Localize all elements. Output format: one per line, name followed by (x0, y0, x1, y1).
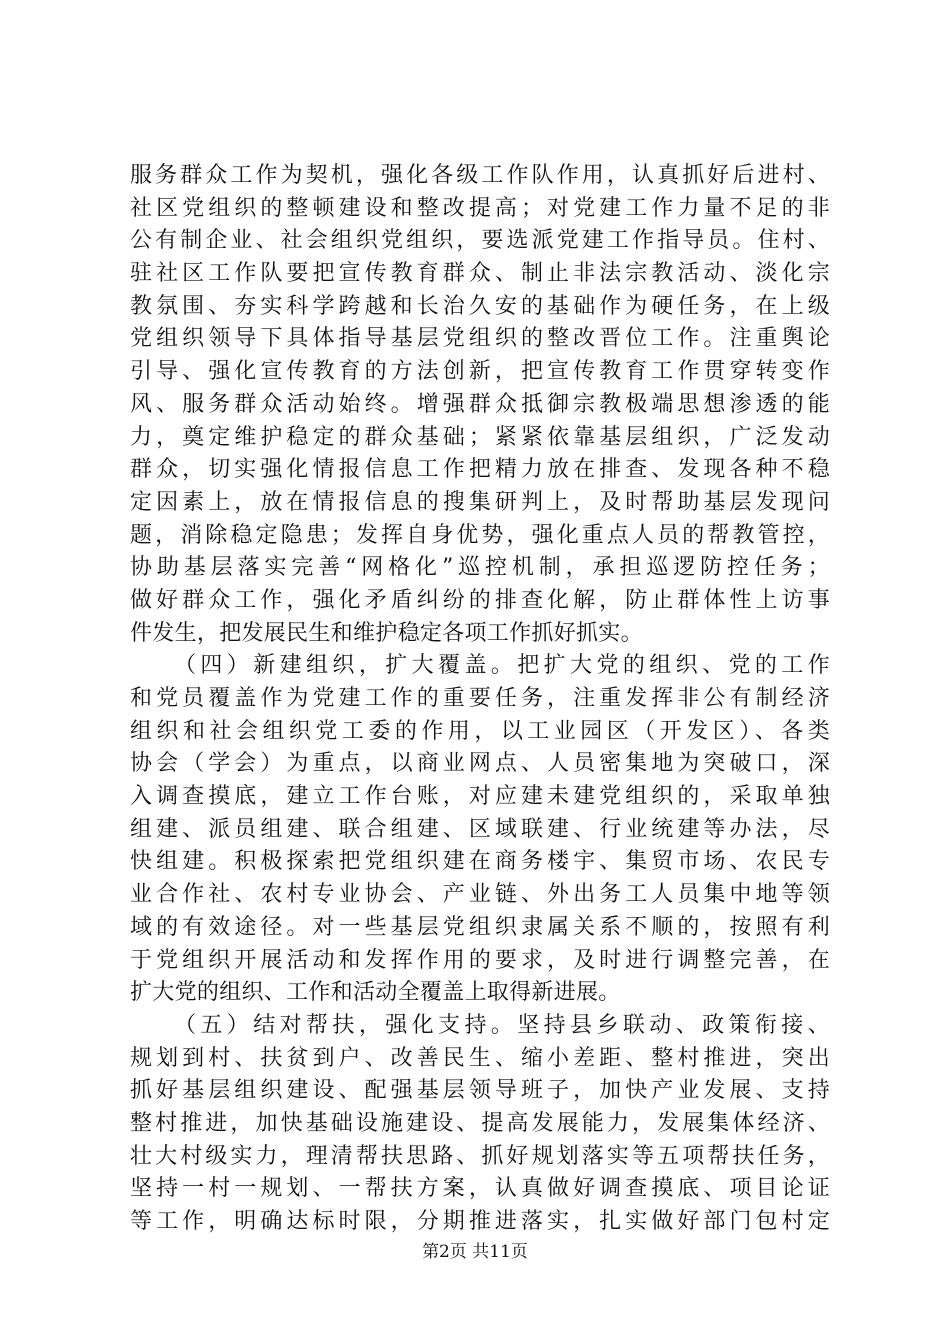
text-line: 域的有效途径。对一些基层党组织隶属关系不顺的，按照有利 (130, 914, 830, 940)
text-line: 协会（学会）为重点，以商业网点、人员密集地为突破口，深 (130, 751, 830, 777)
text-line: 题，消除稳定隐患；发挥自身优势，强化重点人员的帮教管控， (130, 522, 830, 548)
text-line: 公有制企业、社会组织党组织，要选派党建工作指导员。住村、 (130, 228, 830, 254)
text-line: 党组织领导下具体指导基层党组织的整改晋位工作。注重舆论 (130, 326, 830, 352)
text-line: 业合作社、农村专业协会、产业链、外出务工人员集中地等领 (130, 882, 830, 908)
text-line: 于党组织开展活动和发挥作用的要求，及时进行调整完善，在 (130, 947, 830, 973)
text-line: 力，奠定维护稳定的群众基础；紧紧依靠基层组织，广泛发动 (130, 424, 830, 450)
text-line: 快组建。积极探索把党组织建在商务楼宇、集贸市场、农民专 (130, 849, 830, 875)
text-line: 坚持一村一规划、一帮扶方案，认真做好调查摸底、项目论证 (130, 1176, 830, 1202)
section-heading-line: （四）新建组织，扩大覆盖。把扩大党的组织、党的工作 (174, 653, 830, 679)
text-line: 壮大村级实力，理清帮扶思路、抓好规划落实等五项帮扶任务， (130, 1143, 830, 1169)
text-line: 做好群众工作，强化矛盾纠纷的排查化解，防止群体性上访事 (130, 587, 830, 613)
text-line: 群众，切实强化情报信息工作把精力放在排查、发现各种不稳 (130, 457, 830, 483)
text-line: 驻社区工作队要把宣传教育群众、制止非法宗教活动、淡化宗 (130, 261, 830, 287)
text-line: 教氛围、夯实科学跨越和长治久安的基础作为硬任务，在上级 (130, 293, 830, 319)
text-line: 件发生，把发展民生和维护稳定各项工作抓好抓实。 (130, 620, 643, 646)
text-line: 抓好基层组织建设、配强基层领导班子，加快产业发展、支持 (130, 1078, 830, 1104)
body-text (130, 160, 830, 1239)
text-line: 风、服务群众活动始终。增强群众抵御宗教极端思想渗透的能 (130, 391, 830, 417)
text-line: 定因素上，放在情报信息的搜集研判上，及时帮助基层发现问 (130, 489, 830, 515)
text-line: 入调查摸底，建立工作台账，对应建未建党组织的，采取单独 (130, 784, 830, 810)
text-line: 引导、强化宣传教育的方法创新，把宣传教育工作贯穿转变作 (130, 359, 830, 385)
text-line: 协助基层落实完善“网格化”巡控机制，承担巡逻防控任务； (130, 555, 830, 581)
text-line: 规划到村、扶贫到户、改善民生、缩小差距、整村推进，突出 (130, 1045, 830, 1071)
text-line: 等工作，明确达标时限，分期推进落实，扎实做好部门包村定 (130, 1209, 830, 1234)
text-line: 社区党组织的整顿建设和整改提高；对党建工作力量不足的非 (130, 195, 830, 221)
page-footer: 第2页 共11页 (422, 1242, 528, 1262)
text-line: 整村推进，加快基础设施建设、提高发展能力，发展集体经济、 (130, 1110, 830, 1136)
text-line: 扩大党的组织、工作和活动全覆盖上取得新进展。 (130, 980, 621, 1006)
text-line: 和党员覆盖作为党建工作的重要任务，注重发挥非公有制经济 (130, 686, 830, 711)
text-line: 组织和社会组织党工委的作用，以工业园区（开发区）、各类 (130, 718, 830, 744)
text-line: 组建、派员组建、联合组建、区域联建、行业统建等办法，尽 (130, 816, 830, 842)
text-line: 服务群众工作为契机，强化各级工作队作用，认真抓好后进村、 (130, 163, 830, 188)
section-heading-line: （五）结对帮扶，强化支持。坚持县乡联动、政策衔接、 (174, 1012, 830, 1038)
